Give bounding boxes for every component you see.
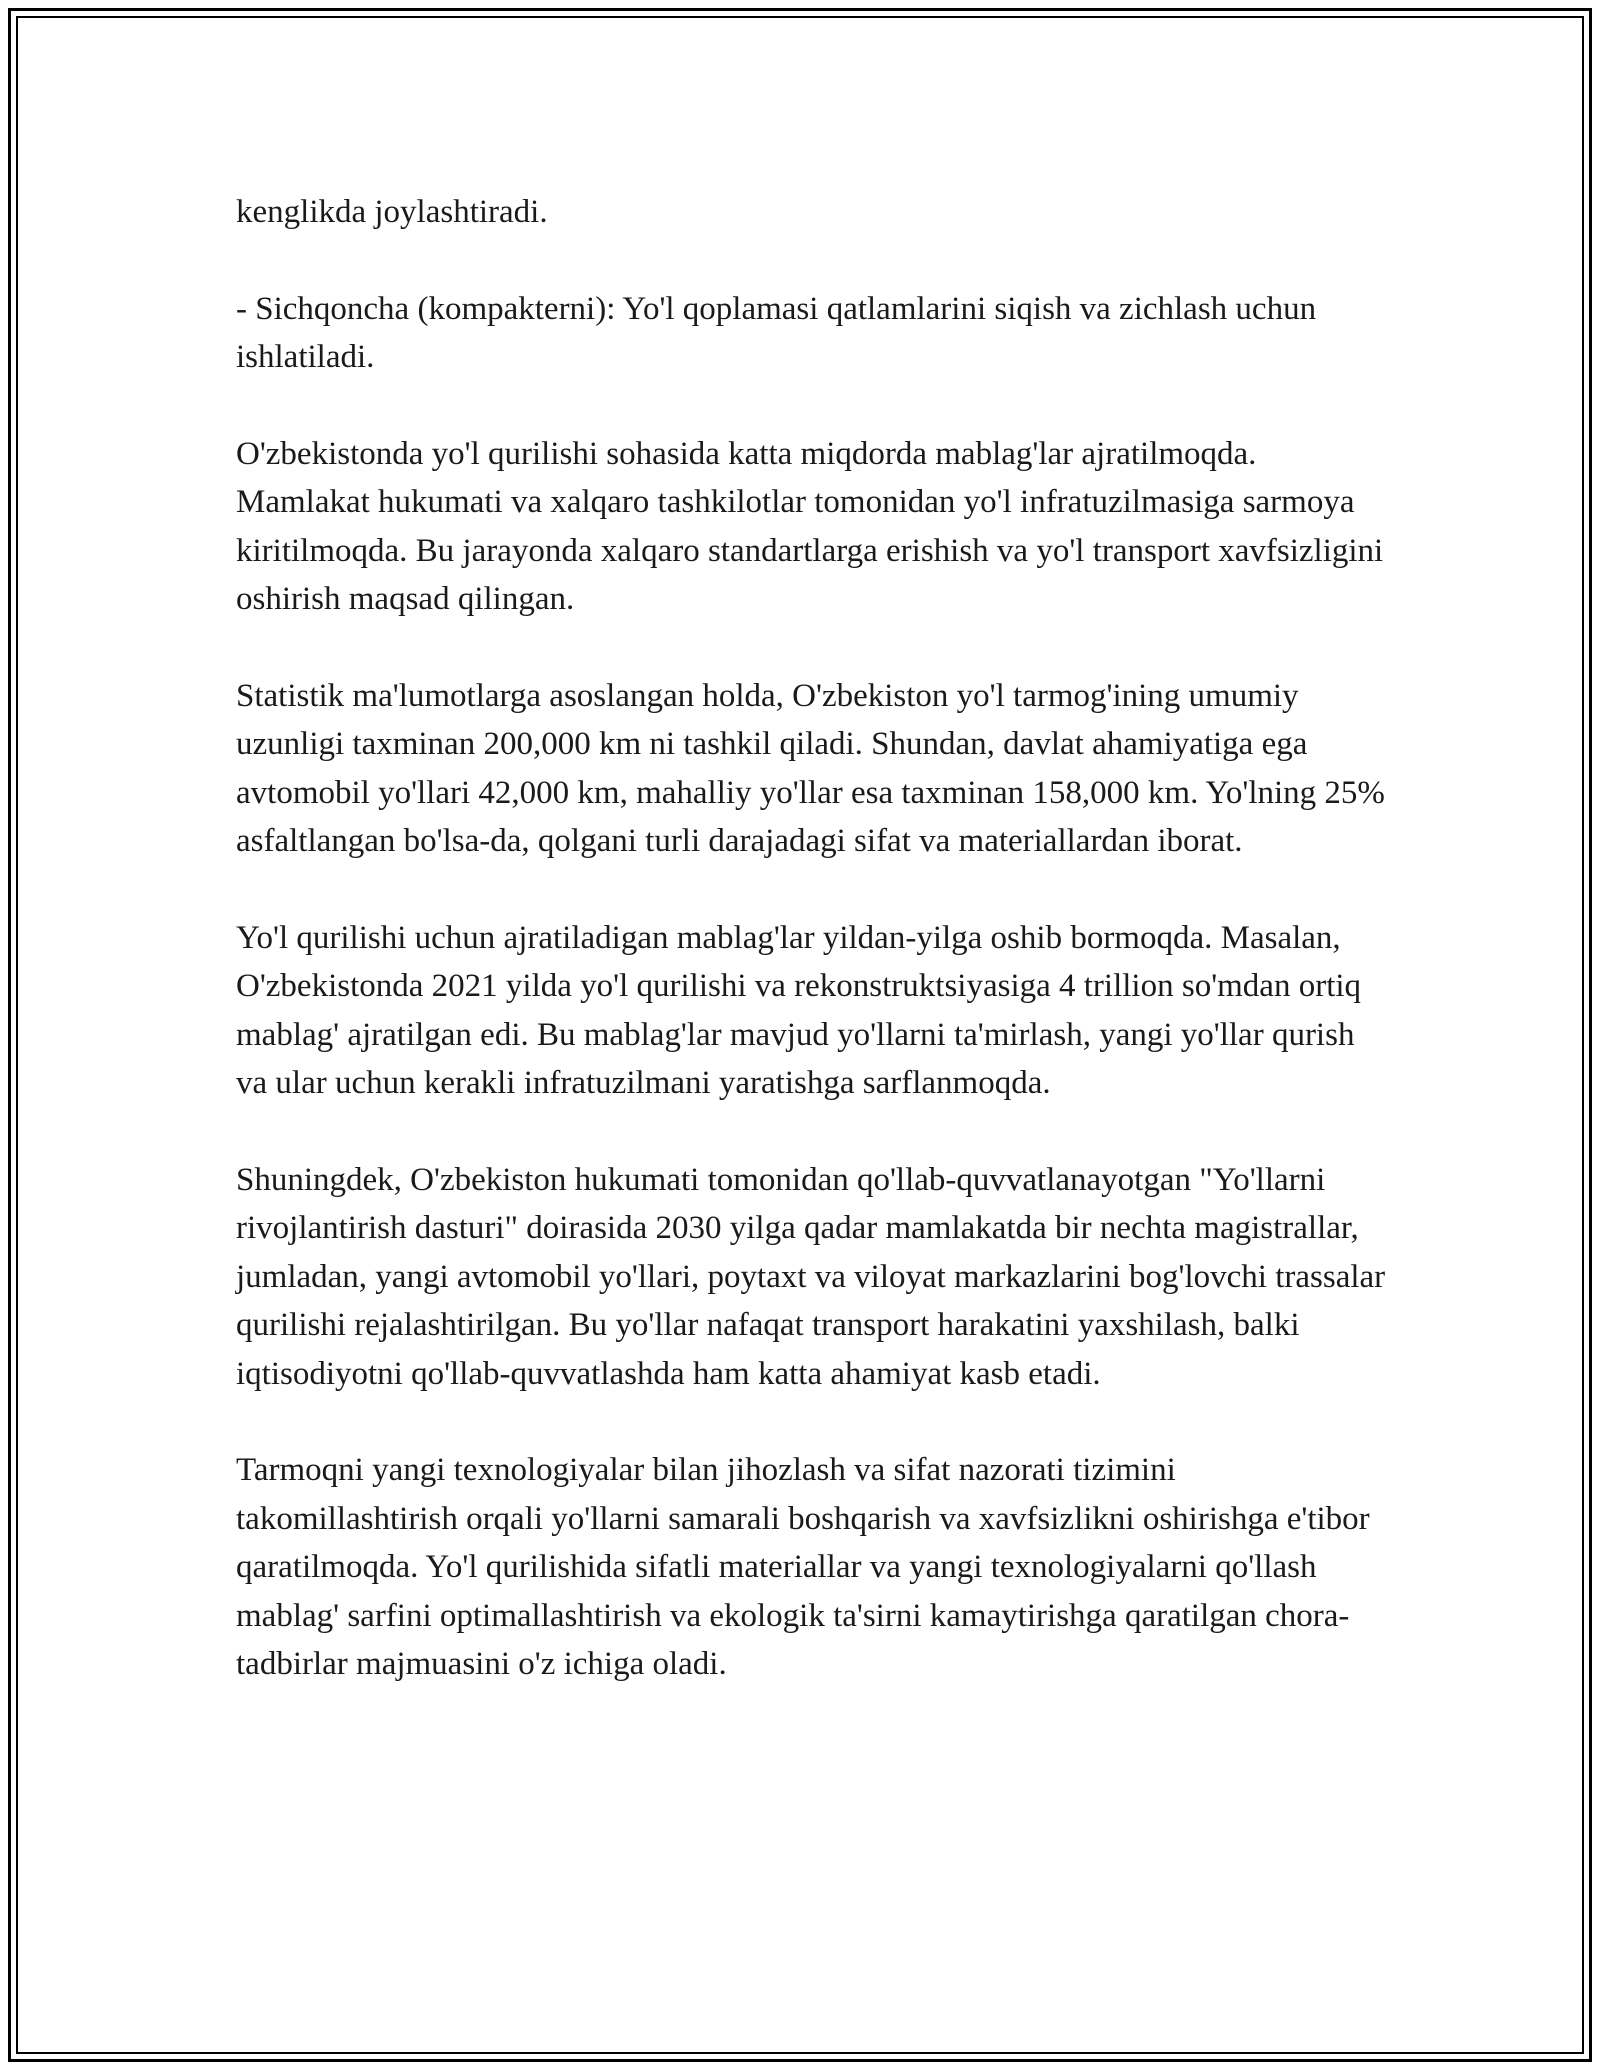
paragraph-funding-overview: O'zbekistonda yo'l qurilishi sohasida katta miqdorda mablag'lar ajratilmoqda. Mamlakat hukumati va xalqaro tashkilotlar tomonidan yo'l infratuzilmasiga sarmoya kiritilmoqda. Bu jarayonda xalqaro standartlarga erishish va yo'l transport xavfsizligini oshirish maqsad qilingan. — [236, 436, 1384, 618]
paragraph-annual-funding: Yo'l qurilishi uchun ajratiladigan mablag'lar yildan-yilga oshib bormoqda. Masalan, O'zbekistonda 2021 yilda yo'l qurilishi va rekonstruktsiyasiga 4 trillion so'mdan ortiq mablag' ajratilgan edi. Bu mablag'lar mavjud yo'llarni ta'mirlash, yangi yo'llar qurish va ular uchun kerakli infratuzilmani yaratishga sarflanmoqda. — [236, 920, 1362, 1102]
paragraph-continuation: kenglikda joylashtiradi. — [236, 194, 548, 230]
paragraph-compactor-item: - Sichqoncha (kompakterni): Yo'l qoplamasi qatlamlarini siqish va zichlash uchun ishlatiladi. — [236, 290, 1317, 376]
paragraph-development-program: Shuningdek, O'zbekiston hukumati tomonidan qo'llab-quvvatlanayotgan "Yo'llarni rivojlantirish dasturi" doirasida 2030 yilga qadar mamlakatda bir nechta magistrallar, jumladan, yangi avtomobil yo'llari, poytaxt va viloyat markazlarini bog'lovchi trassalar qurilishi rejalashtirilgan. Bu yo'llar nafaqat transport harakatini yaxshilash, balki iqtisodiyotni qo'llab-quvvatlashda ham katta ahamiyat kasb etadi. — [236, 1162, 1386, 1392]
paragraph-technology-modernization: Tarmoqni yangi texnologiyalar bilan jihozlash va sifat nazorati tizimini takomillashtirish orqali yo'llarni samarali boshqarish va xavfsizlikni oshirishga e'tibor qaratilmoqda. Yo'l qurilishida sifatli materiallar va yangi texnologiyalarni qo'llash mablag' sarfini optimallashtirish va ekologik ta'sirni kamaytirishga qaratilgan chora-tadbirlar majmuasini o'z ichiga oladi. — [236, 1452, 1370, 1683]
paragraph-road-statistics: Statistik ma'lumotlarga asoslangan holda, O'zbekiston yo'l tarmog'ining umumiy uzunligi taxminan 200,000 km ni tashkil qiladi. Shundan, davlat ahamiyatiga ega avtomobil yo'llari 42,000 km, mahalliy yo'llar esa taxminan 158,000 km. Yo'lning 25% asfaltlangan bo'lsa-da, qolgani turli darajadagi sifat va materiallardan iborat. — [236, 678, 1385, 860]
document-body — [236, 188, 1386, 1737]
